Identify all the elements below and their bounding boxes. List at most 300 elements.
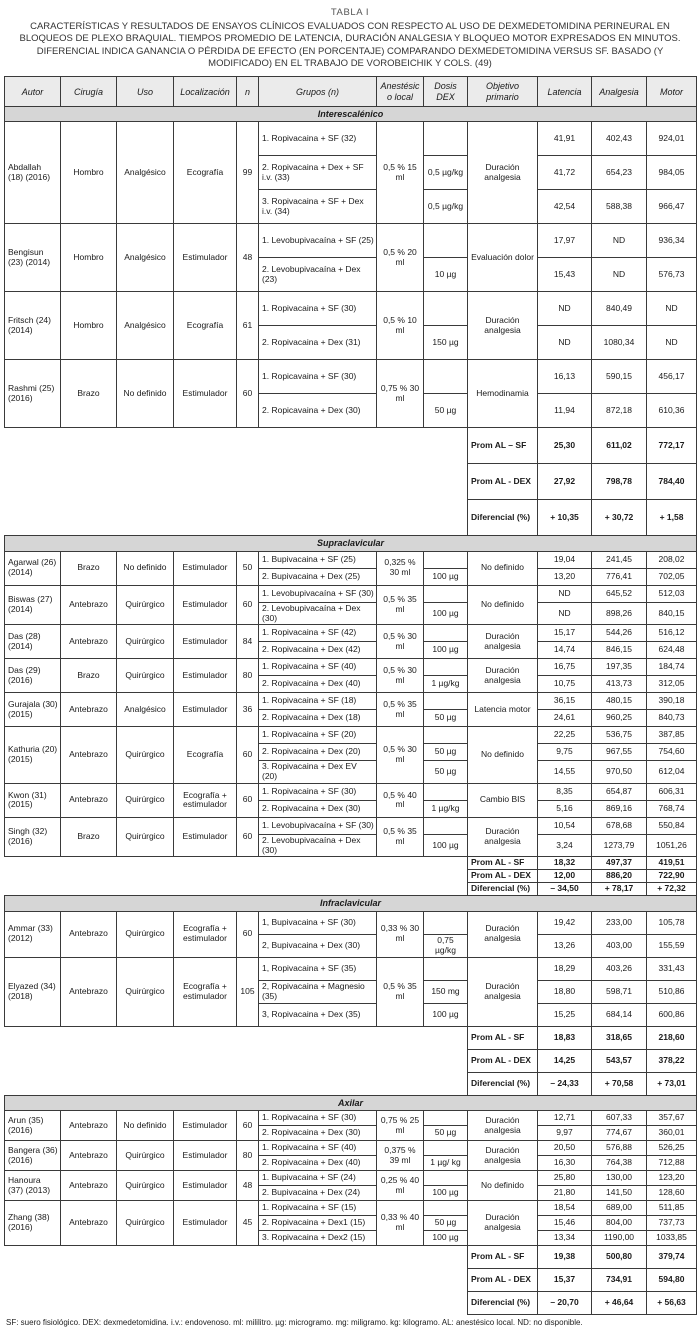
n-cell: 60 (237, 360, 259, 428)
n-cell: 60 (237, 585, 259, 625)
title-block (14, 7, 686, 70)
analgesia-cell: 840,49 (592, 292, 647, 326)
summary-row (5, 1072, 697, 1095)
motor-cell: 360,01 (647, 1126, 697, 1141)
analgesia-cell: 967,55 (592, 744, 647, 761)
autor-cell: Das (29) (2016) (5, 659, 61, 693)
latencia-cell: 13,34 (538, 1231, 592, 1246)
section-row-infraclavicular (5, 896, 697, 911)
section-row-supraclavicular (5, 536, 697, 551)
latencia-cell: 13,26 (538, 934, 592, 957)
latencia-cell: 5,16 (538, 800, 592, 817)
summary-latencia: 12,00 (538, 870, 592, 883)
grupo-cell: 2. Ropivacaina + Dex + SF i.v. (33) (259, 156, 377, 190)
cirugia-cell: Antebrazo (61, 585, 117, 625)
study-row (5, 783, 697, 800)
summary-label: Prom AL - DEX (468, 464, 538, 500)
uso-cell: No definido (117, 360, 174, 428)
grupo-cell: 1. Levobupivacaína + SF (30) (259, 585, 377, 602)
autor-cell: Arun (35) (2016) (5, 1111, 61, 1141)
grupo-cell: 2. Bupivacaina + Dex (25) (259, 568, 377, 585)
dosis-cell: 100 µg (424, 642, 468, 659)
uso-cell: No definido (117, 551, 174, 585)
motor-cell: 1033,85 (647, 1231, 697, 1246)
footnote: SF: suero fisiológico. DEX: dexmedetomidina. i.v.: endovenoso. ml: mililitro. µg: microgramo. mg: miligramo. kg: kilogramo. AL: anestésico local. ND: no disponible. (6, 1318, 583, 1328)
objetivo-cell: Hemodinamia (468, 360, 538, 428)
objetivo-cell: No definido (468, 585, 538, 625)
analgesia-cell: 654,23 (592, 156, 647, 190)
objetivo-cell: No definido (468, 727, 538, 784)
anestesico-cell: 0,33 % 30 ml (377, 911, 424, 957)
summary-label: Prom AL - SF (468, 857, 538, 870)
autor-cell: Agarwal (26) (2014) (5, 551, 61, 585)
latencia-cell: 19,04 (538, 551, 592, 568)
cirugia-cell: Antebrazo (61, 1111, 117, 1141)
latencia-cell: 10,75 (538, 676, 592, 693)
anestesico-cell: 0,5 % 30 ml (377, 659, 424, 693)
summary-motor: 784,40 (647, 464, 697, 500)
summary-label: Prom AL - DEX (468, 1269, 538, 1292)
objetivo-cell: Duración analgesia (468, 659, 538, 693)
grupo-cell: 1, Ropivacaina + SF (35) (259, 957, 377, 980)
grupo-cell: 2. Levobupivacaína + Dex (30) (259, 602, 377, 625)
summary-latencia: – 34,50 (538, 883, 592, 896)
grupo-cell: 1. Ropivacaina + SF (30) (259, 783, 377, 800)
dosis-cell (424, 122, 468, 156)
autor-cell: Bengisun (23) (2014) (5, 224, 61, 292)
summary-latencia: 15,37 (538, 1269, 592, 1292)
n-cell: 105 (237, 957, 259, 1026)
summary-latencia: + 10,35 (538, 500, 592, 536)
grupo-cell: 3. Ropivacaina + SF + Dex i.v. (34) (259, 190, 377, 224)
summary-motor: 379,74 (647, 1246, 697, 1269)
latencia-cell: 11,94 (538, 394, 592, 428)
cirugia-cell: Hombro (61, 122, 117, 224)
motor-cell: 526,25 (647, 1141, 697, 1156)
study-row (5, 817, 697, 834)
grupo-cell: 1. Levobupivacaína + SF (30) (259, 817, 377, 834)
localizacion-cell: Estimulador (174, 659, 237, 693)
cirugia-cell: Antebrazo (61, 1171, 117, 1201)
study-row (5, 1141, 697, 1156)
dosis-cell: 100 µg (424, 1231, 468, 1246)
summary-motor: + 1,58 (647, 500, 697, 536)
summary-motor: 722,90 (647, 870, 697, 883)
latencia-cell: 3,24 (538, 834, 592, 857)
objetivo-cell: Duración analgesia (468, 1111, 538, 1141)
grupo-cell: 2, Ropivacaina + Magnesio (35) (259, 980, 377, 1003)
latencia-cell: 10,54 (538, 817, 592, 834)
analgesia-cell: 130,00 (592, 1171, 647, 1186)
header-row (5, 77, 697, 107)
latencia-cell: 12,71 (538, 1111, 592, 1126)
anestesico-cell: 0,5 % 35 ml (377, 693, 424, 727)
motor-cell: 128,60 (647, 1186, 697, 1201)
uso-cell: Analgésico (117, 122, 174, 224)
n-cell: 60 (237, 727, 259, 784)
latencia-cell: 36,15 (538, 693, 592, 710)
dosis-cell: 1 µg/kg (424, 800, 468, 817)
dosis-cell (424, 783, 468, 800)
study-row (5, 360, 697, 394)
dosis-cell (424, 224, 468, 258)
anestesico-cell: 0,5 % 15 ml (377, 122, 424, 224)
analgesia-cell: 598,71 (592, 980, 647, 1003)
summary-motor: 772,17 (647, 428, 697, 464)
motor-cell: 737,73 (647, 1216, 697, 1231)
motor-cell: 511,85 (647, 1201, 697, 1216)
uso-cell: Quirúrgico (117, 1141, 174, 1171)
study-row (5, 911, 697, 934)
study-row (5, 625, 697, 642)
latencia-cell: ND (538, 585, 592, 602)
motor-cell: 702,05 (647, 568, 697, 585)
cirugia-cell: Hombro (61, 224, 117, 292)
dosis-cell: 100 µg (424, 602, 468, 625)
grupo-cell: 1. Ropivacaina + SF (20) (259, 727, 377, 744)
localizacion-cell: Ecografía (174, 292, 237, 360)
dosis-cell: 10 µg (424, 258, 468, 292)
dosis-cell (424, 1201, 468, 1216)
column-header-objetivo-primario: Objetivo primario (468, 77, 538, 107)
summary-analgesia: 318,65 (592, 1026, 647, 1049)
n-cell: 60 (237, 911, 259, 957)
summary-label: Prom AL - DEX (468, 1049, 538, 1072)
localizacion-cell: Estimulador (174, 625, 237, 659)
uso-cell: Analgésico (117, 693, 174, 727)
summary-label: Diferencial (%) (468, 1292, 538, 1315)
latencia-cell: 15,46 (538, 1216, 592, 1231)
uso-cell: Quirúrgico (117, 911, 174, 957)
grupo-cell: 3, Ropivacaina + Dex (35) (259, 1003, 377, 1026)
summary-label: Diferencial (%) (468, 500, 538, 536)
summary-analgesia: + 30,72 (592, 500, 647, 536)
autor-cell: Fritsch (24) (2014) (5, 292, 61, 360)
grupo-cell: 2. Ropivacaina + Dex (40) (259, 1156, 377, 1171)
grupo-cell: 1. Ropivacaina + SF (32) (259, 122, 377, 156)
analgesia-cell: 684,14 (592, 1003, 647, 1026)
summary-row (5, 857, 697, 870)
cirugia-cell: Hombro (61, 292, 117, 360)
analgesia-cell: 960,25 (592, 710, 647, 727)
anestesico-cell: 0,75 % 30 ml (377, 360, 424, 428)
objetivo-cell: Latencia motor (468, 693, 538, 727)
analgesia-cell: 536,75 (592, 727, 647, 744)
localizacion-cell: Estimulador (174, 360, 237, 428)
summary-row (5, 500, 697, 536)
study-row (5, 551, 697, 568)
dosis-cell (424, 625, 468, 642)
column-header-motor: Motor (647, 77, 697, 107)
study-row (5, 292, 697, 326)
analgesia-cell: 588,38 (592, 190, 647, 224)
analgesia-cell: 544,26 (592, 625, 647, 642)
anestesico-cell: 0,5 % 35 ml (377, 585, 424, 625)
summary-label: Prom AL – SF (468, 428, 538, 464)
summary-spacer (5, 464, 468, 500)
column-header-latencia: Latencia (538, 77, 592, 107)
dosis-cell: 100 µg (424, 568, 468, 585)
grupo-cell: 1. Bupivacaina + SF (24) (259, 1171, 377, 1186)
latencia-cell: 16,13 (538, 360, 592, 394)
summary-analgesia: 611,02 (592, 428, 647, 464)
analgesia-cell: 869,16 (592, 800, 647, 817)
latencia-cell: 8,35 (538, 783, 592, 800)
analgesia-cell: 678,68 (592, 817, 647, 834)
analgesia-cell: 689,00 (592, 1201, 647, 1216)
column-header-autor: Autor (5, 77, 61, 107)
objetivo-cell: Duración analgesia (468, 625, 538, 659)
motor-cell: 768,74 (647, 800, 697, 817)
column-header-dosis-dex: Dosis DEX (424, 77, 468, 107)
localizacion-cell: Ecografía + estimulador (174, 957, 237, 1026)
analgesia-cell: 607,33 (592, 1111, 647, 1126)
column-header-uso: Uso (117, 77, 174, 107)
uso-cell: Quirúrgico (117, 659, 174, 693)
summary-row (5, 870, 697, 883)
grupo-cell: 2. Ropivacaina + Dex (30) (259, 1126, 377, 1141)
summary-motor: 419,51 (647, 857, 697, 870)
summary-row (5, 428, 697, 464)
grupo-cell: 2. Ropivacaina + Dex1 (15) (259, 1216, 377, 1231)
cirugia-cell: Brazo (61, 659, 117, 693)
localizacion-cell: Ecografía + estimulador (174, 783, 237, 817)
section-row-axilar (5, 1095, 697, 1110)
autor-cell: Hanoura (37) (2013) (5, 1171, 61, 1201)
summary-spacer (5, 1072, 468, 1095)
summary-spacer (5, 870, 468, 883)
grupo-cell: 2. Levobupivacaína + Dex (23) (259, 258, 377, 292)
study-row (5, 693, 697, 710)
objetivo-cell: Duración analgesia (468, 1201, 538, 1246)
latencia-cell: 41,72 (538, 156, 592, 190)
summary-latencia: 18,32 (538, 857, 592, 870)
section-row-interescalenico (5, 107, 697, 122)
latencia-cell: 18,80 (538, 980, 592, 1003)
n-cell: 60 (237, 817, 259, 857)
summary-analgesia: 734,91 (592, 1269, 647, 1292)
n-cell: 50 (237, 551, 259, 585)
summary-spacer (5, 1246, 468, 1269)
grupo-cell: 2. Ropivacaina + Dex (18) (259, 710, 377, 727)
dosis-cell (424, 1111, 468, 1126)
uso-cell: No definido (117, 1111, 174, 1141)
summary-latencia: 19,38 (538, 1246, 592, 1269)
summary-row (5, 883, 697, 896)
summary-label: Prom AL - SF (468, 1026, 538, 1049)
autor-cell: Abdallah (18) (2016) (5, 122, 61, 224)
localizacion-cell: Ecografía (174, 727, 237, 784)
summary-spacer (5, 428, 468, 464)
motor-cell: 984,05 (647, 156, 697, 190)
autor-cell: Bangera (36) (2016) (5, 1141, 61, 1171)
summary-latencia: 27,92 (538, 464, 592, 500)
autor-cell: Das (28) (2014) (5, 625, 61, 659)
study-row (5, 1201, 697, 1216)
summary-motor: + 72,32 (647, 883, 697, 896)
summary-latencia: 14,25 (538, 1049, 592, 1072)
localizacion-cell: Estimulador (174, 1111, 237, 1141)
dosis-cell (424, 585, 468, 602)
objetivo-cell: Duración analgesia (468, 957, 538, 1026)
grupo-cell: 1. Ropivacaina + SF (40) (259, 1141, 377, 1156)
table-body (5, 107, 697, 1315)
column-header-cirugia: Cirugía (61, 77, 117, 107)
uso-cell: Quirúrgico (117, 783, 174, 817)
summary-analgesia: 500,80 (592, 1246, 647, 1269)
grupo-cell: 2. Ropivacaina + Dex (20) (259, 744, 377, 761)
summary-row (5, 464, 697, 500)
latencia-cell: 20,50 (538, 1141, 592, 1156)
motor-cell: 624,48 (647, 642, 697, 659)
latencia-cell: 22,25 (538, 727, 592, 744)
summary-analgesia: + 78,17 (592, 883, 647, 896)
anestesico-cell: 0,5 % 20 ml (377, 224, 424, 292)
autor-cell: Elyazed (34) (2018) (5, 957, 61, 1026)
n-cell: 60 (237, 1111, 259, 1141)
summary-row (5, 1026, 697, 1049)
dosis-cell: 50 µg (424, 710, 468, 727)
dosis-cell: 50 µg (424, 1126, 468, 1141)
dosis-cell (424, 360, 468, 394)
summary-motor: + 56,63 (647, 1292, 697, 1315)
summary-analgesia: 798,78 (592, 464, 647, 500)
cirugia-cell: Antebrazo (61, 1141, 117, 1171)
uso-cell: Quirúrgico (117, 727, 174, 784)
dosis-cell (424, 1141, 468, 1156)
latencia-cell: 14,74 (538, 642, 592, 659)
summary-row (5, 1292, 697, 1315)
grupo-cell: 1. Ropivacaina + SF (30) (259, 1111, 377, 1126)
uso-cell: Quirúrgico (117, 625, 174, 659)
cirugia-cell: Antebrazo (61, 625, 117, 659)
latencia-cell: 41,91 (538, 122, 592, 156)
study-row (5, 224, 697, 258)
cirugia-cell: Antebrazo (61, 783, 117, 817)
dosis-cell: 100 µg (424, 1003, 468, 1026)
motor-cell: 387,85 (647, 727, 697, 744)
autor-cell: Zhang (38) (2016) (5, 1201, 61, 1246)
analgesia-cell: 141,50 (592, 1186, 647, 1201)
dosis-cell: 0,5 µg/kg (424, 190, 468, 224)
analgesia-cell: 1080,34 (592, 326, 647, 360)
column-header-anestesico-local: Anestésico local (377, 77, 424, 107)
anestesico-cell: 0,5 % 35 ml (377, 817, 424, 857)
summary-motor: + 73,01 (647, 1072, 697, 1095)
motor-cell: 155,59 (647, 934, 697, 957)
cirugia-cell: Brazo (61, 360, 117, 428)
n-cell: 60 (237, 783, 259, 817)
section-header: Supraclavicular (5, 536, 697, 551)
summary-row (5, 1269, 697, 1292)
uso-cell: Quirúrgico (117, 585, 174, 625)
n-cell: 48 (237, 224, 259, 292)
anestesico-cell: 0,5 % 30 ml (377, 625, 424, 659)
uso-cell: Quirúrgico (117, 1201, 174, 1246)
anestesico-cell: 0,5 % 35 ml (377, 957, 424, 1026)
localizacion-cell: Estimulador (174, 551, 237, 585)
table-caption: CARACTERÍSTICAS Y RESULTADOS DE ENSAYOS CLÍNICOS EVALUADOS CON RESPECTO AL USO DE DEXMEDETOMIDINA PERINEURAL EN BLOQUEOS DE PLEXO BRAQUIAL. TIEMPOS PROMEDIO DE LATENCIA, DURACIÓN ANALGESIA Y BLOQUEO MOTOR EXPRESADOS EN MINUTOS. DIFERENCIAL INDICA GANANCIA O PÉRDIDA DE EFECTO (EN PORCENTAJE) COMPARANDO DEXMEDETOMIDINA VERSUS SF. BASADO (Y MODIFICADO) EN EL TRABAJO DE VOROBEICHIK Y COLS. (49) (19, 21, 681, 70)
study-row (5, 1111, 697, 1126)
grupo-cell: 2, Bupivacaina + Dex (30) (259, 934, 377, 957)
summary-spacer (5, 1269, 468, 1292)
motor-cell: 924,01 (647, 122, 697, 156)
autor-cell: Kathuria (20) (2015) (5, 727, 61, 784)
analgesia-cell: 654,87 (592, 783, 647, 800)
summary-spacer (5, 1292, 468, 1315)
motor-cell: 105,78 (647, 911, 697, 934)
motor-cell: 610,36 (647, 394, 697, 428)
column-header-analgesia: Analgesia (592, 77, 647, 107)
summary-label: Prom AL - SF (468, 1246, 538, 1269)
latencia-cell: 9,97 (538, 1126, 592, 1141)
dosis-cell (424, 1171, 468, 1186)
dosis-cell: 150 µg (424, 326, 468, 360)
autor-cell: Gurajala (30) (2015) (5, 693, 61, 727)
grupo-cell: 1. Ropicavaina + SF (30) (259, 360, 377, 394)
latencia-cell: ND (538, 326, 592, 360)
summary-spacer (5, 1049, 468, 1072)
uso-cell: Quirúrgico (117, 817, 174, 857)
objetivo-cell: Evaluación dolor (468, 224, 538, 292)
motor-cell: 606,31 (647, 783, 697, 800)
study-row (5, 659, 697, 676)
objetivo-cell: Duración analgesia (468, 292, 538, 360)
motor-cell: 550,84 (647, 817, 697, 834)
section-header: Axilar (5, 1095, 697, 1110)
study-row (5, 727, 697, 744)
objetivo-cell: No definido (468, 1171, 538, 1201)
objetivo-cell: Duración analgesia (468, 122, 538, 224)
summary-analgesia: + 46,64 (592, 1292, 647, 1315)
n-cell: 80 (237, 1141, 259, 1171)
uso-cell: Quirúrgico (117, 957, 174, 1026)
motor-cell: 510,86 (647, 980, 697, 1003)
grupo-cell: 1. Bupivacaina + SF (25) (259, 551, 377, 568)
latencia-cell: 17,97 (538, 224, 592, 258)
dosis-cell: 1 µg/kg (424, 676, 468, 693)
analgesia-cell: ND (592, 258, 647, 292)
autor-cell: Singh (32) (2016) (5, 817, 61, 857)
latencia-cell: 15,25 (538, 1003, 592, 1026)
analgesia-cell: 480,15 (592, 693, 647, 710)
motor-cell: 754,60 (647, 744, 697, 761)
latencia-cell: 13,20 (538, 568, 592, 585)
analgesia-cell: 774,67 (592, 1126, 647, 1141)
analgesia-cell: 645,52 (592, 585, 647, 602)
summary-label: Diferencial (%) (468, 883, 538, 896)
localizacion-cell: Ecografía + estimulador (174, 911, 237, 957)
summary-spacer (5, 1026, 468, 1049)
localizacion-cell: Estimulador (174, 693, 237, 727)
autor-cell: Biswas (27) (2014) (5, 585, 61, 625)
dosis-cell (424, 957, 468, 980)
motor-cell: 456,17 (647, 360, 697, 394)
summary-analgesia: 543,57 (592, 1049, 647, 1072)
summary-latencia: 18,83 (538, 1026, 592, 1049)
section-header: Interescalénico (5, 107, 697, 122)
n-cell: 48 (237, 1171, 259, 1201)
summary-latencia: 25,30 (538, 428, 592, 464)
summary-label: Prom AL - DEX (468, 870, 538, 883)
anestesico-cell: 0,75 % 25 ml (377, 1111, 424, 1141)
column-header-n: n (237, 77, 259, 107)
latencia-cell: 18,29 (538, 957, 592, 980)
summary-analgesia: + 70,58 (592, 1072, 647, 1095)
uso-cell: Quirúrgico (117, 1171, 174, 1201)
latencia-cell: 9,75 (538, 744, 592, 761)
anestesico-cell: 0,25 % 40 ml (377, 1171, 424, 1201)
